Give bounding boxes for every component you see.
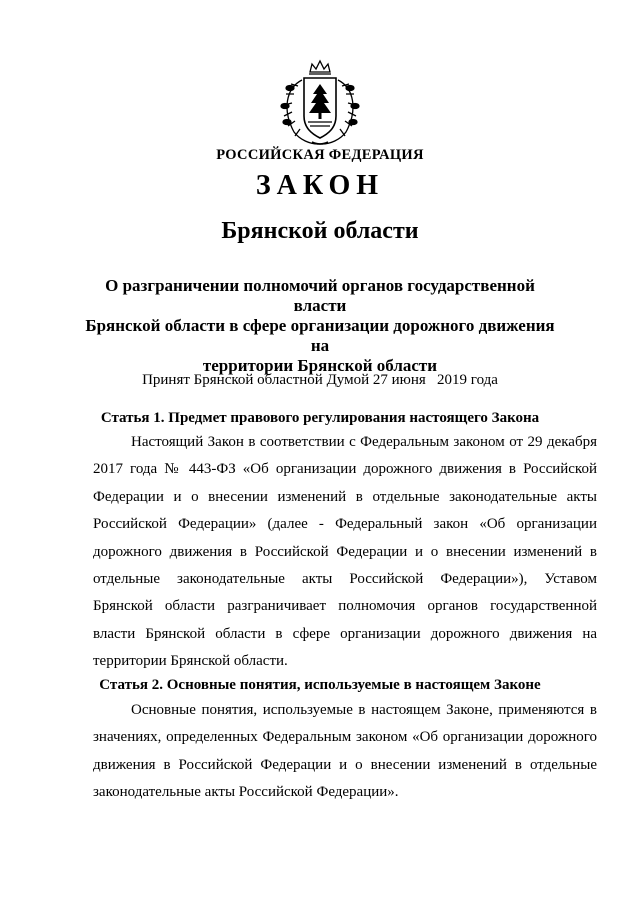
article-1-line: Брянской области разграничивает полномочия органов государственной bbox=[93, 598, 597, 615]
region-heading: Брянской области bbox=[221, 218, 419, 244]
country-heading: РОССИЙСКАЯ ФЕДЕРАЦИЯ bbox=[216, 147, 424, 163]
article-2-line: Основные понятия, используемые в настоящем Законе, применяются в bbox=[131, 702, 597, 718]
document-type-heading: ЗАКОН bbox=[255, 170, 385, 201]
article-1-heading: Статья 1. Предмет правового регулирования настоящего Закона bbox=[100, 410, 540, 426]
article-1-body bbox=[93, 429, 597, 676]
article-2-line: значениях, определенных Федеральным законом «Об организации дорожного bbox=[93, 729, 597, 746]
bryansk-coat-of-arms-emblem bbox=[272, 58, 368, 148]
article-2-line: законодательные акты Российской Федерации». bbox=[93, 784, 399, 801]
article-1-line: Российской Федерации» (далее - Федеральный закон «Об организации bbox=[93, 516, 597, 533]
article-1-line: Настоящий Закон в соответствии с Федеральным законом от 29 декабря bbox=[131, 434, 597, 450]
adoption-note: Принят Брянской областной Думой 27 июня 2019 года bbox=[142, 372, 498, 388]
law-title bbox=[80, 276, 560, 376]
law-title-line: Брянской области в сфере организации дорожного движения на bbox=[85, 316, 555, 355]
article-1-line: 2017 года № 443-ФЗ «Об организации дорожного движения в Российской bbox=[93, 461, 597, 478]
article-1-line: дорожного движения в Российской Федерации и о внесении изменений в bbox=[93, 543, 597, 560]
article-1-line: территории Брянской области. bbox=[93, 653, 288, 670]
article-2-line: движения в Российской Федерации и о внесении изменений в отдельные bbox=[93, 756, 597, 773]
law-title-line: территории Брянской области bbox=[202, 356, 438, 375]
article-2-body bbox=[93, 697, 597, 807]
article-1-line: власти Брянской области в сфере организации дорожного движения на bbox=[93, 625, 597, 642]
law-title-line: О разграничении полномочий органов государственной власти bbox=[105, 276, 535, 315]
article-1-line: отдельные законодательные акты Российской Федерации»), Уставом bbox=[93, 571, 597, 588]
article-2-heading: Статья 2. Основные понятия, используемые в настоящем Законе bbox=[99, 677, 541, 693]
article-1-line: Федерации и о внесении изменений в отдельные законодательные акты bbox=[93, 488, 597, 505]
